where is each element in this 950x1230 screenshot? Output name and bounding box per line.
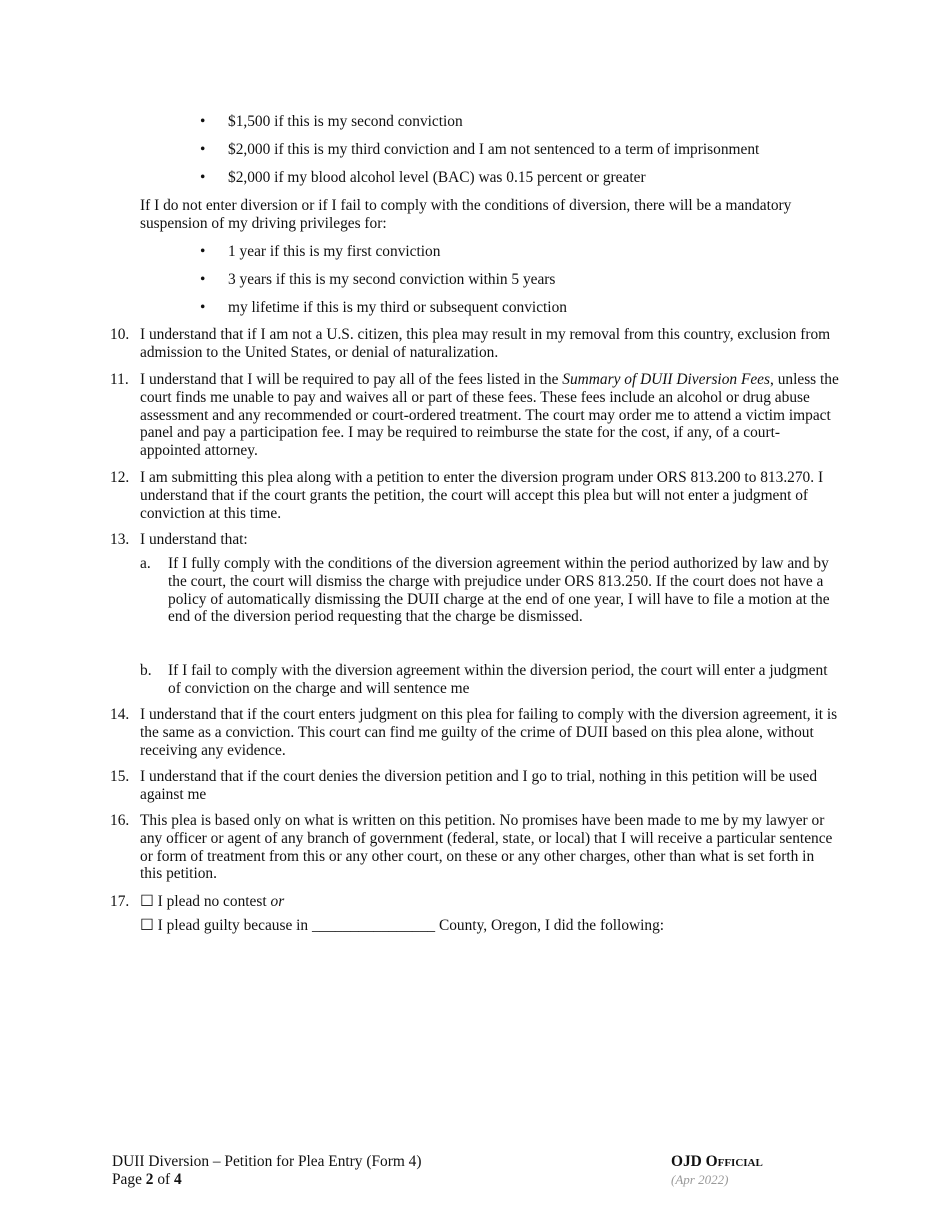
page-word: Page: [112, 1170, 142, 1188]
item-text: I understand that if I am not a U.S. citizen, this plea may result in my removal from this country, exclusion from admission to the United States, or denial of naturalization.: [140, 326, 831, 361]
list-item: • $1,500 if this is my second conviction: [200, 113, 759, 131]
list-item: • my lifetime if this is my third or subsequent conviction: [200, 299, 567, 317]
item-text: If I fully comply with the conditions of the diversion agreement within the period authorized by law and by the court, the court will dismiss the charge with prejudice under ORS 813.250. If the court does not have a policy of automatically dismissing the DUII charge at the end of one year, I will have to file a motion at the end of the diversion period requesting that the charge be dismissed.: [168, 555, 830, 626]
list-item: • 1 year if this is my first conviction: [200, 243, 567, 261]
suspension-intro: If I do not enter diversion or if I fail to comply with the conditions of diversion, there will be a mandatory suspension of my driving privileges for:: [140, 197, 792, 232]
item-text: This plea is based only on what is written on this petition. No promises have been made to me by my lawyer or any officer or agent of any branch of government (federal, state, or local) that I will receive a particular sentence or form of treatment from this or any other court, on these or any other charges, other than what is set forth in this petition.: [140, 812, 833, 883]
item-11: [110, 371, 840, 460]
no-contest-checkbox[interactable]: ☐: [140, 893, 154, 910]
no-contest-label: I plead no contest: [157, 893, 267, 910]
fees-summary-title: Summary of DUII Diversion Fees: [562, 371, 770, 388]
item-text-post: , unless the court finds me unable to pay and waives all or part of these fees. These fees include an alcohol or drug abuse assessment and any recommended or court-ordered treatment. The court may order me to attend a victim impact panel and pay a participation fee. I may be required to reimburse the state for the cost, if any, of a court-appointed attorney.: [140, 371, 839, 460]
guilty-label-end: County, Oregon, I did the following:: [438, 916, 665, 934]
item-13b: [140, 662, 840, 698]
item-text: I understand that if the court denies the diversion petition and I go to trial, nothing in this petition will be used against me: [140, 768, 818, 803]
ojd-official-label: OJD Official: [671, 1153, 763, 1170]
guilty-checkbox[interactable]: ☐: [140, 916, 154, 934]
guilty-label: I plead guilty because in: [157, 916, 309, 934]
item-number: 15.: [110, 768, 130, 785]
item-13a: [140, 555, 840, 626]
list-item: • 3 years if this is my second conviction within 5 years: [200, 271, 567, 289]
form-title: DUII Diversion – Petition for Plea Entry (Form 4): [112, 1153, 422, 1170]
item-text: [140, 371, 840, 460]
footer-left: [112, 1153, 421, 1189]
item-14: [110, 706, 840, 759]
item-text: If I fail to comply with the diversion agreement within the diversion period, the court will enter a judgment of conviction on the charge and will sentence me: [168, 662, 828, 697]
page-indicator: [112, 1171, 421, 1189]
item-text-pre: I understand that I will be required to pay all of the fees listed in the: [140, 371, 563, 388]
item-16: [110, 812, 840, 883]
footer-right: [671, 1153, 763, 1189]
revision-date: (Apr 2022): [671, 1171, 729, 1187]
item-letter: b.: [140, 662, 152, 679]
item-number: 12.: [110, 469, 130, 486]
list-item: • $2,000 if this is my third conviction and I am not sentenced to a term of imprisonment: [200, 141, 759, 159]
county-blank[interactable]: ________________: [311, 916, 436, 934]
suspension-list: [200, 243, 567, 317]
item-number: 17.: [110, 893, 130, 910]
guilty-option: [140, 917, 840, 935]
item-text: I understand that:: [140, 531, 248, 548]
item-10: [110, 326, 840, 362]
item-number: 10.: [110, 326, 130, 343]
fees-list: [200, 113, 759, 187]
item-12: [110, 469, 840, 522]
item-text: I understand that if the court enters judgment on this plea for failing to comply with the diversion agreement, it is the same as a conviction. This court can find me guilty of the crime of DUII based on this plea alone, without receiving any evidence.: [140, 706, 838, 759]
item-number: 11.: [110, 371, 129, 388]
of-word: of: [157, 1170, 171, 1188]
item-number: 14.: [110, 706, 130, 723]
item-13: [110, 531, 840, 549]
or-label: or: [270, 893, 285, 910]
item-number: 13.: [110, 531, 130, 548]
list-item: • $2,000 if my blood alcohol level (BAC) was 0.15 percent or greater: [200, 169, 759, 187]
item-letter: a.: [140, 555, 151, 572]
item-17: [110, 893, 840, 935]
item-number: 16.: [110, 812, 130, 829]
page-total: 4: [174, 1170, 182, 1188]
item-15: [110, 768, 840, 804]
page-number: 2: [145, 1170, 154, 1188]
no-contest-option: [140, 893, 840, 911]
item-text: I am submitting this plea along with a petition to enter the diversion program under ORS 813.200 to 813.270. I understand that if the court grants the petition, the court will accept this plea but will not enter a judgment of conviction at this time.: [140, 469, 824, 522]
